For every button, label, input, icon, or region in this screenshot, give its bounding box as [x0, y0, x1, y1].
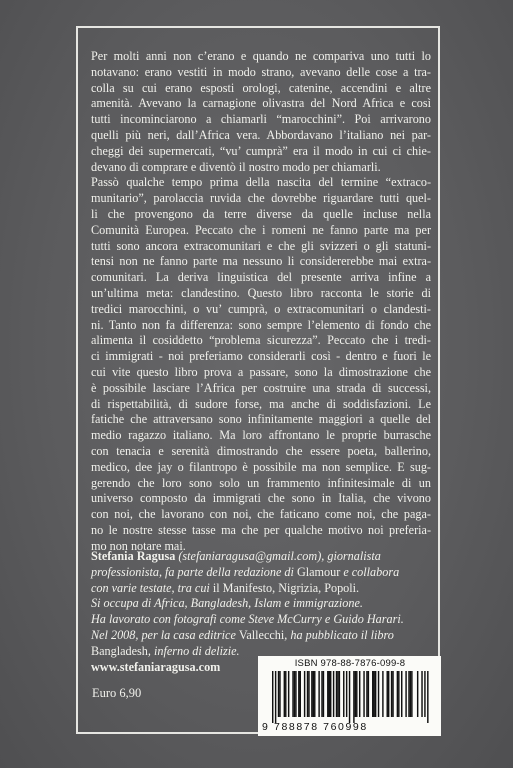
blurb-line: è possibile lasciare l’Africa per costruire una strada di successi,: [91, 380, 431, 395]
barcode-bar: [272, 671, 273, 723]
barcode-bar: [284, 671, 285, 717]
barcode-bar: [391, 671, 392, 717]
isbn-label: ISBN 978-88-7876-099-8: [294, 658, 406, 669]
blurb-line: li che provengono da terre diverse da quelle incluse nella: [91, 206, 431, 221]
blurb-line: Passò qualche tempo prima della nascita del termine “extraco-: [91, 175, 431, 190]
barcode-bar: [292, 671, 293, 717]
barcode-bar: [278, 671, 279, 717]
barcode-bar: [318, 671, 319, 717]
blurb-line: un’ultima meta: clandestino. Questo libro racconta le storie di: [91, 285, 431, 300]
bio-text: Si occupa di Africa, Bangladesh, Islam e immigrazione.: [91, 596, 363, 611]
barcode-bar: [329, 671, 330, 717]
barcode-bar: [375, 671, 376, 717]
blurb-text: [91, 49, 431, 555]
barcode-bar: [307, 671, 308, 717]
bio-text: giornalista: [327, 549, 381, 563]
blurb-line: Per molti anni non c’erano e quando ne compariva uno tutti lo: [91, 49, 431, 63]
barcode-bar: [295, 671, 296, 717]
bio-text: Nel 2008, per la casa editrice: [91, 627, 239, 642]
barcode-bars: [272, 671, 430, 723]
bio-text: , ha pubblicato il libro: [284, 627, 394, 642]
blurb-line: comunitari. La deriva linguistica del presente arriva infine a: [91, 270, 431, 285]
barcode-bar: [298, 671, 299, 717]
publisher-name: Vallecchi: [238, 627, 285, 642]
blurb-line: alimenta il cosiddetto “problema sicurezza”. Peccato che i tredi-: [91, 333, 431, 348]
barcode-bar: [300, 671, 301, 717]
blurb-line: universo composto da immigrati che sono in Italia, che vivono: [91, 491, 431, 506]
blurb-line: gerendo che loro sono solo un frammento infinitesimale di un: [91, 475, 431, 490]
barcode-bar: [308, 671, 309, 717]
blurb-line: tutti incominciarono a chiamarli “marocchini”. Poi arrivarono: [91, 112, 431, 127]
bio-line-4: [91, 596, 431, 612]
blurb-line: amenità. Avevano la carnagione olivastra del Nord Africa e così: [91, 96, 431, 111]
publication-names: il Manifesto, Nigrizia, Popoli.: [212, 580, 360, 595]
blurb-line: quelli più neri, dall’Africa vera. Abbordavano l’italiano nei par-: [91, 127, 431, 142]
blurb-line: no le nostre stesse tasse ma che per qualche motivo noi preferia-: [91, 522, 431, 537]
blurb-line: con tenacia e serenità dimostrando che essere poeta, ballerino,: [91, 443, 431, 458]
barcode-bar: [427, 671, 428, 723]
blurb-line: ni. Tanto non fa differenza: sono sempre l’elemento di fondo che: [91, 317, 431, 332]
barcode-bar: [339, 671, 340, 717]
barcode-bar: [373, 671, 374, 717]
barcode-bar: [288, 671, 289, 717]
barcode-bar: [397, 671, 398, 717]
bio-text: con varie testate, tra cui: [91, 580, 213, 595]
barcode-bar: [424, 671, 425, 717]
barcode-bar: [336, 671, 337, 717]
barcode-bar: [323, 671, 324, 717]
blurb-line: notavano: erano vestiti in modo strano, avevano delle cose a tra-: [91, 64, 431, 79]
blurb-line: munitario”, parolaccia ruvida che dovrebbe riguardare tutti quel-: [91, 191, 431, 206]
blurb-line: ci immigrati - noi preferiamo considerarli così - dentro e fuori le: [91, 349, 431, 364]
barcode-bar: [343, 671, 344, 717]
barcode-bar: [349, 671, 350, 723]
barcode-bar: [346, 671, 347, 717]
bio-text: , inferno di delizie.: [147, 643, 240, 658]
barcode-bar: [410, 671, 411, 717]
barcode-bar: [337, 671, 338, 717]
barcode-bar: [285, 671, 286, 717]
barcode-bar: [366, 671, 367, 717]
barcode-bar: [421, 671, 422, 717]
barcode-bar: [294, 671, 295, 717]
barcode-bar: [382, 671, 383, 717]
blurb-line: fatiche che attraversano sono infinitamente maggiori a quelle del: [91, 412, 431, 427]
barcode-bar: [314, 671, 315, 717]
barcode-first-digit: 9: [262, 721, 268, 733]
blurb-line: Comunità Europea. Peccato che i romeni ne fanno parte ma per: [91, 222, 431, 237]
barcode-bar: [333, 671, 334, 717]
barcode-bar: [279, 671, 280, 717]
barcode-bar: [417, 671, 418, 717]
bio-line-3: [91, 581, 431, 597]
barcode-bar: [387, 671, 388, 717]
barcode-digits: 788878 760998: [274, 721, 368, 733]
barcode-bar: [355, 671, 356, 717]
blurb-line: tredici marocchini, o vu’ cumprà, o extracomunitari o clandesti-: [91, 301, 431, 316]
barcode-bar: [363, 671, 364, 717]
blurb-line: di rispettabilità, di sudore forse, ma anche di soddisfazioni. Le: [91, 396, 431, 411]
bio-line-2: [91, 565, 431, 581]
bio-line-5: [91, 612, 431, 628]
author-website[interactable]: www.stefaniaragusa.com: [91, 659, 221, 674]
barcode-bar: [356, 671, 357, 717]
book-title: Bangladesh: [91, 643, 148, 658]
blurb-line: devano di comprare e diventò il nostro modo per chiamarli.: [91, 159, 381, 174]
blurb-line: tutti sono ancora extracomunitari e che gli svizzeri o gli statuni-: [91, 238, 431, 253]
barcode-bar: [401, 671, 402, 717]
barcode-bar: [408, 671, 409, 717]
blurb-line: medico, dee jay o filantropo è possibile ma non semplice. E sug-: [91, 459, 431, 474]
barcode-bar: [359, 671, 360, 717]
blurb-line: tensi non ne fanno parte ma nessuno li considererebbe mai extra-: [91, 254, 431, 269]
barcode-bar: [353, 671, 354, 723]
bio-line-1: [91, 549, 431, 565]
blurb-line: con noi, che lavorano con noi, che faticano come noi, che paga-: [91, 507, 431, 522]
barcode-bar: [378, 671, 379, 717]
blurb-line: colla su cui erano esposti orologi, catenine, accendini e altre: [91, 80, 431, 95]
barcode-bar: [275, 671, 276, 723]
barcode-bar: [405, 671, 406, 717]
blurb-line: cheggi dei supermercati, “vu’ cumprà” era il modo in cui ci chie-: [91, 143, 431, 158]
barcode-bar: [327, 671, 328, 717]
blurb-line: medio ragazzo italiano. Ma loro affrontano le proprie burrasche: [91, 428, 431, 443]
barcode-bar: [398, 671, 399, 717]
bio-text: professionista, fa parte della redazione di: [91, 564, 297, 579]
bio-text: e collabora: [340, 564, 400, 579]
barcode-bar: [311, 671, 312, 717]
barcode-bar: [372, 671, 373, 717]
blurb-line: mo non notare mai.: [91, 538, 186, 553]
barcode-bar: [388, 671, 389, 717]
barcode-bar: [313, 671, 314, 717]
bio-line-6: [91, 628, 431, 644]
barcode-bar: [330, 671, 331, 717]
author-email: (stefaniaragusa@gmail.com),: [175, 549, 328, 563]
blurb-line: cui vite questo libro prova a passare, sono la dimostrazione che: [91, 364, 431, 379]
barcode-bar: [392, 671, 393, 717]
barcode-bar: [321, 671, 322, 717]
price-label: Euro 6,90: [92, 686, 142, 700]
barcode-bar: [368, 671, 369, 717]
barcode-bar: [411, 671, 412, 717]
author-name: Stefania Ragusa: [91, 549, 176, 563]
bio-text: Ha lavorato con fotografi come Steve McCurry e Guido Harari.: [91, 612, 404, 627]
magazine-name: Glamour: [296, 564, 341, 579]
barcode-bar: [304, 671, 305, 717]
